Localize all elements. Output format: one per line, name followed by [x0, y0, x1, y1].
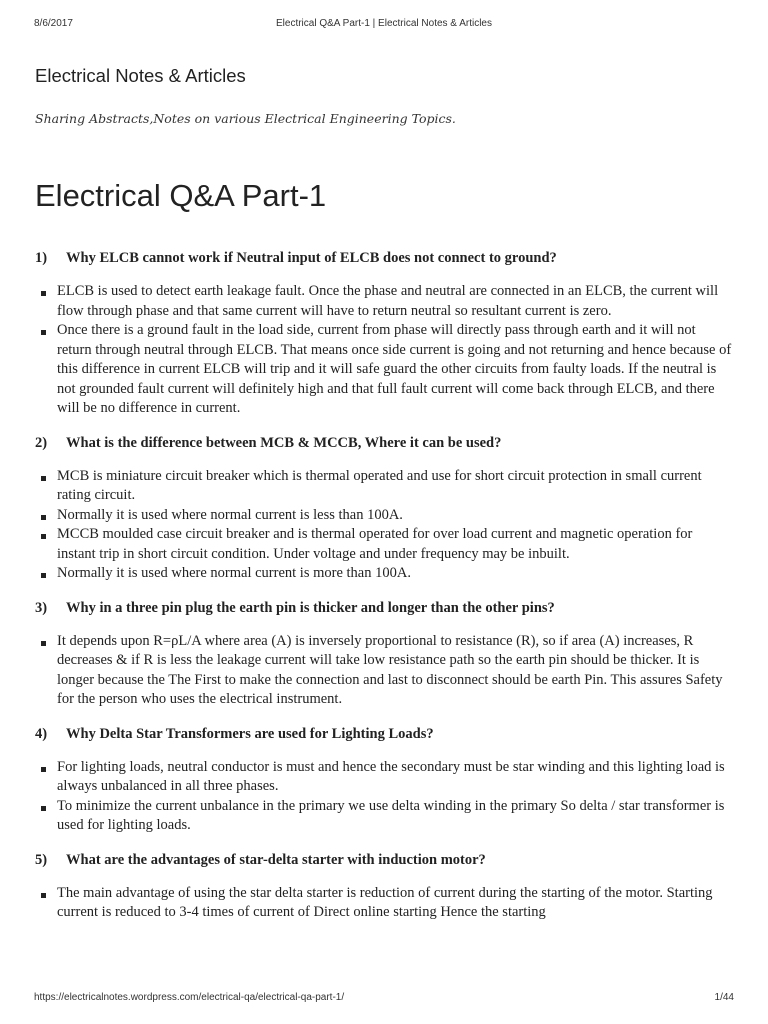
print-date: 8/6/2017: [34, 18, 73, 29]
print-document-title: Electrical Q&A Part-1 | Electrical Notes & Articles: [275, 18, 492, 29]
answer-list: [35, 632, 732, 710]
list-item: [35, 884, 732, 923]
question-number: 4): [35, 725, 48, 742]
bullet-icon: [41, 515, 46, 520]
question-text: What are the advantages of star-delta starter with induction motor?: [66, 851, 486, 868]
answer-list: [35, 282, 732, 419]
bullet-icon: [41, 330, 46, 335]
question-heading: [35, 850, 732, 870]
page-number: 1/44: [714, 992, 734, 1003]
page-content: [35, 60, 732, 984]
question-text: Why ELCB cannot work if Neutral input of ELCB does not connect to ground?: [66, 250, 557, 266]
bullet-icon: [41, 573, 46, 578]
list-item: [35, 632, 732, 710]
site-title[interactable]: Electrical Notes & Articles: [35, 65, 246, 86]
list-item: [35, 282, 732, 321]
question-heading: [35, 598, 732, 618]
question-heading: [35, 248, 732, 268]
answer-text: MCB is miniature circuit breaker which is thermal operated and use for short circuit protection in small current rating circuit.: [57, 467, 702, 503]
answer-text: Normally it is used where normal current is more than 100A.: [57, 565, 411, 581]
list-item: [35, 525, 732, 564]
list-item: [35, 758, 732, 797]
qa-section: [35, 248, 732, 923]
bullet-icon: [41, 291, 46, 296]
question-text: What is the difference between MCB & MCCB, Where it can be used?: [66, 434, 502, 451]
answer-list: [35, 758, 732, 836]
answer-text: For lighting loads, neutral conductor is must and hence the secondary must be star winding and this lighting load is always unbalanced in all three phases.: [57, 758, 725, 794]
list-item: [35, 564, 732, 584]
answer-text: ELCB is used to detect earth leakage fault. Once the phase and neutral are connected in an ELCB, the current will flow through phase and that same current will have to return neutral so resultant current is zero.: [57, 283, 719, 319]
list-item: [35, 321, 732, 419]
question-number: 1): [35, 250, 48, 266]
question-text: Why Delta Star Transformers are used for Lighting Loads?: [66, 725, 434, 742]
bullet-icon: [41, 806, 46, 811]
answer-text: It depends upon R=ρL/A where area (A) is inversely proportional to resistance (R), so if area (A) increases, R decreases & if R is less the leakage current will take low resistance path so the earth pin should be thicker. It is longer because the The First to make the connection and last to disconnect should be earth Pin. This assures Safety for the person who uses the electrical instrument.: [57, 632, 723, 707]
bullet-icon: [41, 641, 46, 646]
list-item: [35, 506, 732, 526]
site-tagline: Sharing Abstracts,Notes on various Electrical Engineering Topics.: [35, 111, 456, 126]
answer-text: To minimize the current unbalance in the primary we use delta winding in the primary So delta / star transformer is used for lighting loads.: [57, 797, 725, 833]
answer-list: [35, 467, 732, 584]
list-item: [35, 467, 732, 506]
answer-text: Normally it is used where normal current is less than 100A.: [57, 506, 403, 523]
question-heading: [35, 724, 732, 744]
print-header: [34, 18, 734, 32]
question-number: 3): [35, 599, 48, 616]
answer-text: MCCB moulded case circuit breaker and is thermal operated for over load current and magnetic operation for instant trip in short circuit condition. Under voltage and under frequency may be inbuilt.: [57, 526, 693, 562]
bullet-icon: [41, 893, 46, 898]
answer-text: The main advantage of using the star delta starter is reduction of current during the starting of the motor. Starting current is reduced to 3-4 times of current of Direct online starting Hence the starting: [57, 884, 713, 920]
question-number: 2): [35, 434, 48, 451]
list-item: [35, 797, 732, 836]
post-title: Electrical Q&A Part-1: [35, 178, 327, 213]
print-footer: [34, 992, 734, 1006]
question-text: Why in a three pin plug the earth pin is thicker and longer than the other pins?: [66, 599, 555, 616]
bullet-icon: [41, 534, 46, 539]
answer-text: Once there is a ground fault in the load side, current from phase will directly pass through earth and it will not return through neutral through ELCB. That means once side current is going and not returning and hence because of this difference in current ELCB will trip and it will safe guard the other circuits from faulty loads. If the neutral is not grounded fault current will definitely high and that full fault current will come back through ELCB, and there will be no difference in current.: [57, 322, 732, 416]
bullet-icon: [41, 476, 46, 481]
question-heading: [35, 433, 732, 453]
answer-list: [35, 884, 732, 923]
page-url[interactable]: https://electricalnotes.wordpress.com/electrical-qa/electrical-qa-part-1/: [34, 992, 345, 1003]
bullet-icon: [41, 767, 46, 772]
question-number: 5): [35, 851, 48, 868]
